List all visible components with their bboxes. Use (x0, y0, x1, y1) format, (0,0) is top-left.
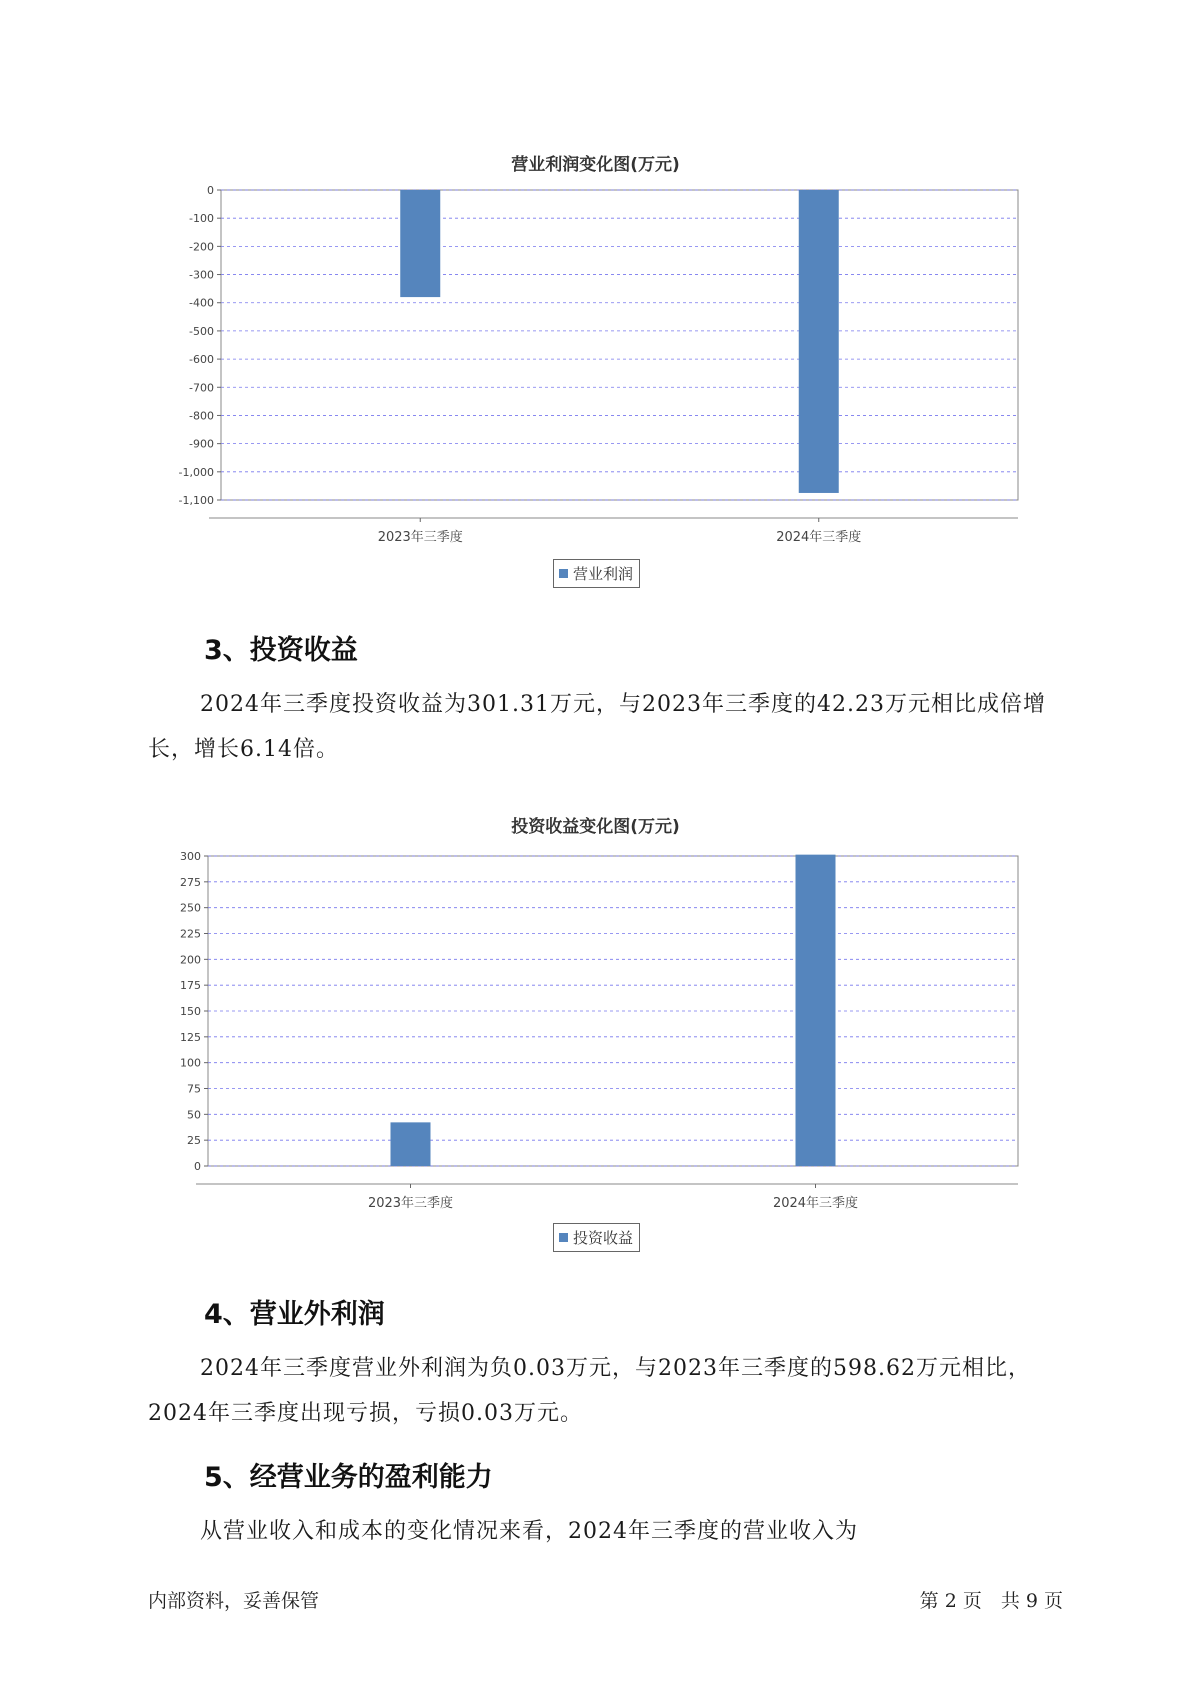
y-tick-label: -600 (189, 353, 214, 367)
footer-left: 内部资料，妥善保管 (148, 1590, 320, 1612)
plot-area (221, 190, 1018, 500)
y-tick-label: -300 (189, 268, 214, 282)
x-tick-label: 2023年三季度 (367, 1196, 454, 1211)
y-tick-label: 150 (180, 1005, 201, 1018)
y-tick-label: 200 (180, 953, 201, 967)
y-tick-label: -900 (189, 437, 214, 451)
y-tick-label: -1,100 (178, 494, 214, 507)
y-tick-label: 275 (180, 875, 201, 889)
legend-swatch (559, 569, 568, 578)
invest-chart-title: 投资收益变化图(万元) (511, 817, 680, 837)
op-profit-legend (553, 559, 640, 588)
bar (796, 855, 836, 1166)
section-5-title: 5、经营业务的盈利能力 (204, 1462, 493, 1493)
invest-legend (553, 1223, 640, 1252)
op-profit-chart-title: 营业利润变化图(万元) (511, 155, 680, 175)
x-tick-label: 2024年三季度 (772, 1196, 859, 1211)
y-tick-label: -700 (189, 381, 214, 395)
y-tick-label: 25 (187, 1134, 201, 1148)
y-tick-label: -500 (189, 324, 214, 338)
y-tick-label: -1,000 (178, 465, 214, 479)
bar (799, 190, 839, 493)
section-4-title: 4、营业外利润 (204, 1299, 385, 1330)
y-tick-label: 50 (187, 1108, 201, 1122)
section-3-text: 2024年三季度投资收益为301.31万元，与2023年三季度的42.23万元相比成倍增长，增长6.14倍。 (148, 692, 1046, 762)
x-tick-label: 2024年三季度 (776, 530, 862, 545)
y-tick-label: 0 (194, 1160, 201, 1173)
op-profit-chart (150, 180, 1020, 545)
y-tick-label: 175 (180, 979, 201, 993)
y-tick-label: 0 (207, 184, 214, 197)
y-tick-label: -100 (189, 212, 214, 226)
x-tick-label: 2023年三季度 (377, 530, 463, 545)
y-tick-label: 250 (180, 901, 201, 915)
legend-swatch (559, 1233, 568, 1242)
invest-chart (150, 850, 1020, 1210)
y-tick-label: -200 (189, 240, 214, 254)
section-3-title: 3、投资收益 (204, 635, 358, 666)
section-5-text: 从营业收入和成本的变化情况来看，2024年三季度的营业收入为 (200, 1519, 858, 1544)
invest-legend-label: 投资收益 (573, 1229, 634, 1247)
y-tick-label: 100 (180, 1056, 201, 1070)
y-tick-label: 225 (180, 927, 201, 941)
footer-page-number: 第 2 页 共 9 页 (919, 1590, 1063, 1612)
bar (400, 190, 440, 297)
y-tick-label: -800 (189, 409, 214, 423)
section-4-text: 2024年三季度营业外利润为负0.03万元，与2023年三季度的598.62万元相比，2024年三季度出现亏损，亏损0.03万元。 (148, 1356, 1031, 1426)
y-tick-label: 75 (187, 1082, 201, 1096)
y-tick-label: -400 (189, 296, 214, 310)
bar (391, 1122, 431, 1166)
y-tick-label: 125 (180, 1030, 201, 1044)
y-tick-label: 300 (180, 850, 201, 863)
op-profit-legend-label: 营业利润 (573, 565, 634, 583)
